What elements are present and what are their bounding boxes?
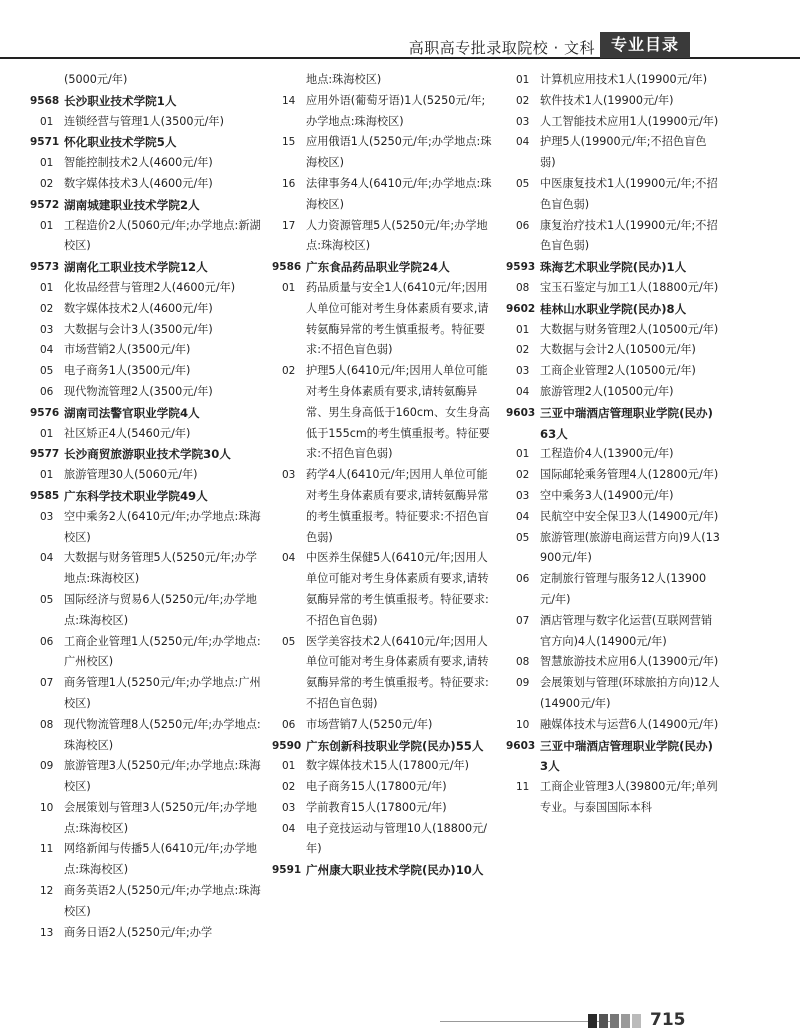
major-description: 市场营销7人(5250元/年)	[306, 717, 433, 731]
column-left	[30, 70, 262, 943]
major-entry	[272, 465, 496, 548]
footer-bar	[588, 1014, 597, 1028]
major-entry	[30, 465, 262, 486]
major-entry	[272, 819, 496, 861]
major-entry	[30, 424, 262, 445]
school-code: 9573	[30, 261, 60, 274]
page-number: 715	[650, 1010, 686, 1030]
column-middle	[272, 70, 496, 881]
major-code: 03	[516, 365, 530, 378]
major-description: 大数据与会计2人(10500元/年)	[540, 343, 696, 357]
major-entry	[30, 507, 262, 549]
school-entry	[30, 444, 262, 465]
major-code: 16	[282, 177, 296, 190]
school-code: 9603	[506, 406, 536, 419]
major-description: 连锁经营与管理1人(3500元/年)	[64, 114, 224, 128]
major-code: 02	[516, 469, 530, 482]
major-code: 04	[40, 344, 54, 357]
major-entry	[272, 216, 496, 258]
major-description: 药品质量与安全1人(6410元/年;因用人单位可能对考生身体素质有要求,请转氨酶异常的考生慎重报考。特征要求:不招色盲色弱)	[306, 280, 489, 357]
school-name: 湖南城建职业技术学院2人	[64, 197, 200, 212]
major-entry	[506, 528, 720, 570]
major-entry	[506, 444, 720, 465]
major-entry	[30, 632, 262, 674]
major-description: 护理5人(19900元/年;不招色盲色弱)	[540, 135, 707, 170]
major-code: 01	[516, 74, 530, 86]
major-code: 01	[282, 281, 296, 294]
major-code: 05	[40, 365, 54, 378]
major-entry	[30, 153, 262, 174]
major-code: 05	[516, 177, 530, 190]
page-header	[0, 32, 800, 58]
school-name: 三亚中瑞酒店管理职业学院(民办)63人	[540, 405, 713, 441]
major-entry	[30, 216, 262, 258]
major-description: 大数据与财务管理5人(5250元/年;办学地点:珠海校区)	[64, 551, 257, 586]
major-entry	[506, 569, 720, 611]
major-entry	[30, 798, 262, 840]
major-description: 应用俄语1人(5250元/年;办学地点:珠海校区)	[306, 135, 492, 170]
major-code: 03	[282, 469, 296, 482]
major-code: 12	[40, 885, 54, 898]
major-code: 04	[516, 136, 530, 149]
school-entry	[506, 403, 720, 445]
major-description: 化妆品经营与管理2人(4600元/年)	[64, 280, 236, 294]
school-code: 9590	[272, 739, 302, 752]
school-entry	[30, 486, 262, 507]
major-code: 04	[282, 552, 296, 565]
major-description: 定制旅行管理与服务12人(13900元/年)	[540, 572, 707, 606]
major-code: 02	[516, 344, 530, 357]
major-entry	[506, 91, 720, 112]
major-code: 02	[40, 302, 54, 315]
major-entry	[30, 923, 262, 944]
major-code: 04	[282, 822, 296, 835]
school-name: 长沙商贸旅游职业技术学院30人	[64, 447, 231, 462]
school-name: 广东创新科技职业学院(民办)55人	[306, 738, 484, 753]
major-description: 空中乘务3人(14900元/年)	[540, 488, 674, 502]
major-entry	[272, 777, 496, 798]
school-entry	[506, 736, 720, 778]
major-code: 09	[516, 677, 530, 690]
major-code: 06	[516, 573, 530, 586]
major-entry	[272, 132, 496, 174]
major-code: 04	[40, 552, 54, 565]
major-code: 02	[282, 365, 296, 378]
major-code: 06	[282, 718, 296, 731]
major-entry	[506, 507, 720, 528]
major-description: 工商企业管理1人(5250元/年;办学地点:广州校区)	[64, 634, 261, 669]
major-code	[30, 70, 64, 91]
major-code: 05	[40, 593, 54, 606]
major-description: 大数据与会计3人(3500元/年)	[64, 322, 213, 336]
major-entry	[506, 278, 720, 299]
school-name: 广州康大职业技术学院(民办)10人	[306, 863, 484, 878]
major-code: 03	[40, 323, 54, 336]
major-code: 02	[516, 94, 530, 107]
major-entry	[30, 756, 262, 798]
major-entry	[506, 132, 720, 174]
major-description: 护理5人(6410元/年;因用人单位可能对考生身体素质有要求,请转氨酶异常、男生身高低于160cm、女生身高低于155cm的考生慎重报考。特征要求:不招色盲色弱)	[306, 364, 490, 461]
major-description: 人力资源管理5人(5250元/年;办学地点:珠海校区)	[306, 218, 488, 253]
major-description: 数字媒体技术15人(17800元/年)	[306, 759, 470, 773]
school-entry	[30, 91, 262, 112]
footer-bar	[599, 1014, 608, 1028]
major-description: 工程造价4人(13900元/年)	[540, 447, 674, 461]
major-description: 数字媒体技术2人(4600元/年)	[64, 301, 213, 315]
major-entry	[30, 112, 262, 133]
major-code: 09	[40, 760, 54, 773]
major-description: 中医康复技术1人(19900元/年;不招色盲色弱)	[540, 176, 718, 211]
major-entry	[506, 673, 720, 715]
major-entry	[30, 278, 262, 299]
major-code: 10	[516, 718, 530, 731]
school-code: 9571	[30, 136, 60, 149]
major-code: 13	[40, 926, 54, 939]
school-entry	[30, 257, 262, 278]
page-footer	[0, 1010, 800, 1030]
major-description: 电子竞技运动与管理10人(18800元/年)	[306, 821, 488, 856]
major-description: 软件技术1人(19900元/年)	[540, 93, 674, 107]
school-code: 9585	[30, 489, 60, 502]
major-description: 法律事务4人(6410元/年;办学地点:珠海校区)	[306, 176, 492, 211]
major-code: 03	[40, 510, 54, 523]
major-code: 04	[516, 510, 530, 523]
major-description: 空中乘务2人(6410元/年;办学地点:珠海校区)	[64, 509, 261, 544]
footer-bar	[610, 1014, 619, 1028]
major-entry	[506, 611, 720, 653]
school-name: 广东科学技术职业学院49人	[64, 488, 208, 503]
major-code: 08	[40, 718, 54, 731]
major-entry	[506, 361, 720, 382]
school-code: 9603	[506, 739, 536, 752]
school-entry	[272, 736, 496, 757]
school-name: 三亚中瑞酒店管理职业学院(民办)3人	[540, 738, 713, 774]
school-entry	[272, 860, 496, 881]
major-code: 05	[516, 531, 530, 544]
major-entry	[30, 361, 262, 382]
header-badge: 专业目录	[600, 32, 690, 58]
major-entry	[30, 174, 262, 195]
school-name: 长沙职业技术学院1人	[64, 93, 177, 108]
major-description: 智慧旅游技术应用6人(13900元/年)	[540, 655, 719, 669]
major-code	[272, 70, 306, 91]
major-entry	[506, 320, 720, 341]
major-description: 旅游管理3人(5250元/年;办学地点:珠海校区)	[64, 759, 261, 794]
major-description: 药学4人(6410元/年;因用人单位可能对考生身体素质有要求,请转氨酶异常的考生慎重报考。特征要求:不招色盲色弱)	[306, 468, 489, 544]
major-entry	[272, 174, 496, 216]
major-code: 14	[282, 94, 296, 107]
major-code: 06	[40, 635, 54, 648]
major-description: 学前教育15人(17800元/年)	[306, 800, 447, 814]
major-entry	[272, 756, 496, 777]
major-entry	[30, 839, 262, 881]
major-code: 07	[516, 614, 530, 627]
major-description: 网络新闻与传播5人(6410元/年;办学地点:珠海校区)	[64, 842, 257, 877]
major-code: 06	[40, 385, 54, 398]
major-entry	[506, 777, 720, 819]
major-description: 智能控制技术2人(4600元/年)	[64, 156, 213, 170]
major-description: 电子商务15人(17800元/年)	[306, 780, 447, 794]
major-entry	[272, 70, 496, 91]
major-entry	[506, 340, 720, 361]
footer-bar	[621, 1014, 630, 1028]
major-entry	[30, 340, 262, 361]
major-description: 现代物流管理8人(5250元/年;办学地点:珠海校区)	[64, 717, 261, 752]
major-description: 国际邮轮乘务管理4人(12800元/年)	[540, 468, 719, 482]
major-entry	[30, 70, 262, 91]
school-entry	[30, 195, 262, 216]
major-description: 工程造价2人(5060元/年;办学地点:新湖校区)	[64, 218, 261, 253]
major-code: 11	[40, 843, 54, 856]
major-description: 中医养生保健5人(6410元/年;因用人单位可能对考生身体素质有要求,请转氨酶异常的考生慎重报考。特征要求:不招色盲色弱)	[306, 551, 489, 627]
major-code: 15	[282, 136, 296, 149]
major-code: 08	[516, 281, 530, 294]
school-entry	[30, 403, 262, 424]
major-description: 数字媒体技术3人(4600元/年)	[64, 176, 213, 190]
major-entry	[30, 320, 262, 341]
major-code: 04	[516, 385, 530, 398]
major-description: 融媒体技术与运营6人(14900元/年)	[540, 717, 719, 731]
major-description: 现代物流管理2人(3500元/年)	[64, 384, 213, 398]
school-code: 9591	[272, 864, 302, 877]
major-code: 01	[282, 760, 296, 773]
major-description: 民航空中安全保卫3人(14900元/年)	[540, 509, 719, 523]
major-code: 05	[282, 635, 296, 648]
school-name: 珠海艺术职业学院(民办)1人	[540, 260, 687, 275]
major-description: 国际经济与贸易6人(5250元/年;办学地点:珠海校区)	[64, 592, 257, 627]
major-entry	[506, 174, 720, 216]
major-entry	[506, 652, 720, 673]
major-code: 01	[516, 323, 530, 336]
major-code: 17	[282, 219, 296, 232]
major-description: 电子商务1人(3500元/年)	[64, 364, 191, 378]
major-description: (5000元/年)	[64, 73, 128, 86]
major-entry	[30, 382, 262, 403]
major-description: 会展策划与管理3人(5250元/年;办学地点:珠海校区)	[64, 800, 257, 835]
major-entry	[506, 715, 720, 736]
major-description: 会展策划与管理(环球旅拍方向)12人(14900元/年)	[540, 676, 720, 710]
major-code: 06	[516, 219, 530, 232]
major-description: 宝玉石鉴定与加工1人(18800元/年)	[540, 280, 719, 294]
major-description: 工商企业管理2人(10500元/年)	[540, 364, 696, 378]
major-description: 商务管理1人(5250元/年;办学地点:广州校区)	[64, 676, 261, 710]
school-code: 9572	[30, 198, 60, 211]
major-description: 社区矫正4人(5460元/年)	[64, 426, 191, 440]
school-name: 湖南司法警官职业学院4人	[64, 405, 200, 420]
major-entry	[30, 715, 262, 757]
school-name: 怀化职业技术学院5人	[64, 135, 177, 150]
major-code: 02	[282, 781, 296, 794]
major-entry	[30, 548, 262, 590]
major-entry	[272, 632, 496, 715]
major-code: 10	[40, 801, 54, 814]
major-code: 03	[282, 801, 296, 814]
major-code: 02	[40, 177, 54, 190]
major-description: 工商企业管理3人(39800元/年;单列专业。与泰国国际本科	[540, 780, 718, 814]
major-entry	[272, 715, 496, 736]
school-code: 9602	[506, 302, 536, 315]
school-code: 9568	[30, 94, 60, 107]
major-entry	[506, 465, 720, 486]
major-entry	[30, 673, 262, 715]
major-entry	[506, 216, 720, 258]
major-description: 地点:珠海校区)	[306, 73, 382, 86]
major-code: 01	[40, 115, 54, 128]
major-code: 11	[516, 781, 530, 794]
major-entry	[272, 361, 496, 465]
major-code: 01	[40, 219, 54, 232]
major-description: 商务日语2人(5250元/年;办学	[64, 925, 213, 939]
major-code: 03	[516, 489, 530, 502]
major-entry	[30, 881, 262, 923]
school-entry	[506, 299, 720, 320]
major-entry	[30, 299, 262, 320]
major-description: 大数据与财务管理2人(10500元/年)	[540, 322, 719, 336]
major-entry	[506, 112, 720, 133]
school-name: 广东食品药品职业学院24人	[306, 260, 450, 275]
major-entry	[506, 70, 720, 91]
major-entry	[272, 91, 496, 133]
school-entry	[272, 257, 496, 278]
major-description: 医学美容技术2人(6410元/年;因用人单位可能对考生身体素质有要求,请转氨酶异常的考生慎重报考。特征要求:不招色盲色弱)	[306, 634, 489, 710]
major-description: 酒店管理与数字化运营(互联网营销官方向)4人(14900元/年)	[540, 613, 713, 648]
school-name: 湖南化工职业技术学院12人	[64, 260, 208, 275]
major-description: 旅游管理2人(10500元/年)	[540, 384, 674, 398]
major-description: 商务英语2人(5250元/年;办学地点:珠海校区)	[64, 884, 261, 918]
major-code: 01	[40, 427, 54, 440]
major-description: 旅游管理(旅游电商运营方向)9人(13900元/年)	[540, 530, 720, 565]
major-description: 市场营销2人(3500元/年)	[64, 343, 191, 357]
school-code: 9593	[506, 261, 536, 274]
school-code: 9577	[30, 448, 60, 461]
major-code: 01	[40, 469, 54, 482]
major-entry	[506, 486, 720, 507]
major-entry	[30, 590, 262, 632]
major-description: 康复治疗技术1人(19900元/年;不招色盲色弱)	[540, 218, 718, 253]
footer-bar	[632, 1014, 641, 1028]
major-description: 计算机应用技术1人(19900元/年)	[540, 73, 708, 86]
header-title: 高职高专批录取院校 · 文科	[408, 39, 595, 57]
major-code: 01	[516, 448, 530, 461]
school-entry	[506, 257, 720, 278]
footer-bars	[588, 1014, 641, 1028]
major-code: 08	[516, 656, 530, 669]
major-code: 01	[40, 281, 54, 294]
school-name: 桂林山水职业学院(民办)8人	[540, 301, 687, 316]
major-code: 07	[40, 677, 54, 690]
major-description: 人工智能技术应用1人(19900元/年)	[540, 114, 719, 128]
school-code: 9586	[272, 261, 302, 274]
major-description: 应用外语(葡萄牙语)1人(5250元/年;办学地点:珠海校区)	[306, 93, 486, 128]
school-code: 9576	[30, 406, 60, 419]
column-right	[506, 70, 720, 819]
major-code: 03	[516, 115, 530, 128]
major-entry	[272, 798, 496, 819]
major-description: 旅游管理30人(5060元/年)	[64, 468, 198, 482]
school-entry	[30, 132, 262, 153]
major-entry	[506, 382, 720, 403]
major-entry	[272, 278, 496, 361]
major-entry	[272, 548, 496, 631]
major-code: 01	[40, 157, 54, 170]
